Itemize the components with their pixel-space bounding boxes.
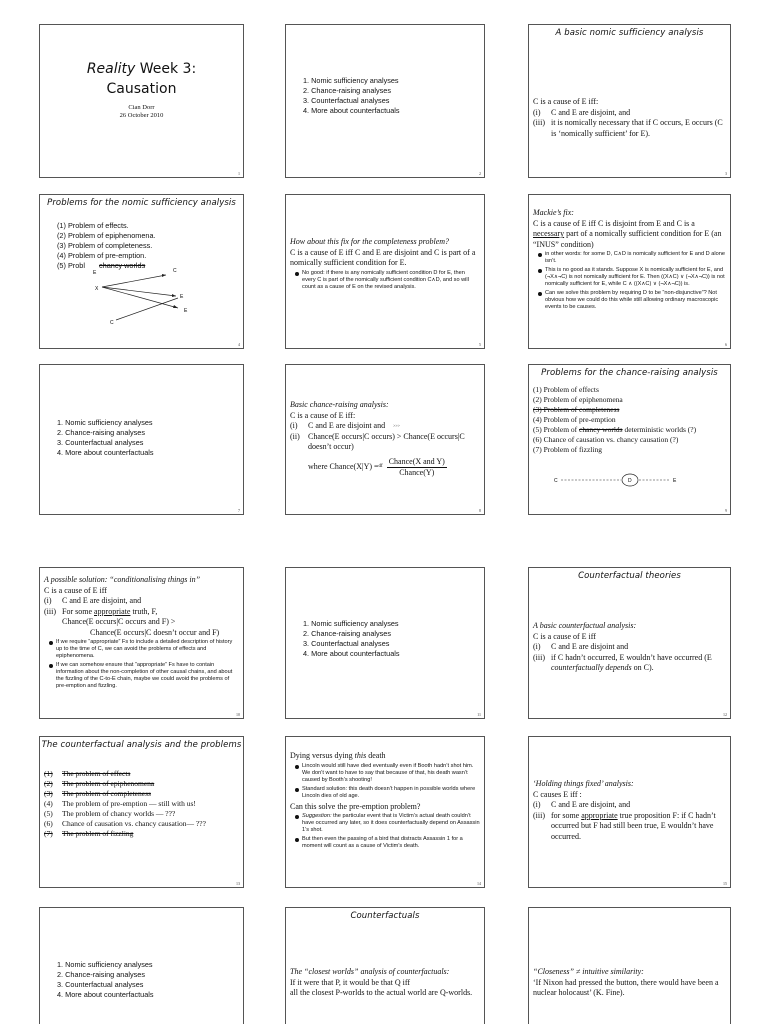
problem-list: (1) Problem of effects. (2) Problem of epiphenomena. (3) Problem of completeness. (4) Problem of pre-emption. (5) Probl chancy worlds (57, 221, 156, 270)
slide-subtitle: Causation (106, 81, 177, 97)
page-number: 4 (238, 342, 240, 347)
outline-list (303, 619, 480, 659)
problem-row: (6) Chance of causation vs. chancy causation— ??? (44, 819, 206, 828)
svg-text:E: E (184, 308, 188, 314)
svg-text:D: D (628, 478, 632, 484)
svg-text:E: E (180, 294, 184, 300)
slide-heading: Basic chance-raising analysis: (290, 400, 389, 409)
page-number: 6 (725, 342, 727, 347)
diagram-arrow (102, 275, 166, 287)
outline-item: 1. Nomic sufficiency analyses (303, 76, 399, 85)
slide-4 (39, 194, 244, 349)
outline-item: 3. Counterfactual analyses (57, 438, 144, 447)
outline-item: 1. Nomic sufficiency analyses (57, 960, 153, 969)
problem-row: (1) The problem of effects (44, 769, 131, 778)
slide-14 (285, 736, 485, 888)
slide-heading: The counterfactual analysis and the problems (41, 740, 242, 750)
page-number: 2 (479, 171, 481, 176)
slide-13 (39, 736, 244, 888)
fizzling-diagram (529, 365, 731, 515)
bullet-item: This is no good as it stands. Suppose X is nomically sufficient for E, and (¬X∧¬C) is not nomically sufficient for E. Then ((X∧C) ∨ (¬X∧¬C)) is not nomically sufficient for E, while C ∧ ((X∧C) ∨ (¬X∧¬C)) is. (537, 267, 726, 288)
arrowhead-icon (162, 274, 166, 277)
author: Cian Dorr (128, 104, 155, 111)
slide-18 (528, 907, 731, 1024)
problem-row: (5) The problem of chancy worlds — ??? (44, 809, 176, 818)
outline-item: 1. Nomic sufficiency analyses (57, 418, 153, 427)
arrowhead-icon (172, 294, 176, 297)
outline-item: 4. More about counterfactuals (303, 649, 400, 658)
slide-body: A possible solution: “conditionalising things in” C is a cause of E iff (i) C and E are disjoint, and (iii) For some appropriate truth, F, Chance(E occurs|C occurs and F) > Chance(E occurs|C doesn’t occur and F) If we require “appropriate” Fs to include a detailed description of history up to the time of C, we can avoid the problems of effects and epiphenomena. If we can somehow ensure that “appropriate” Fs have to contain information about the non-completion of other causal chains, and about the fizzling of the C-to-E chain, maybe we could avoid the problems of pre-emption and fizzling. (44, 575, 239, 692)
svg-text:C: C (554, 478, 558, 484)
slide-body: Mackie’s fix: C is a cause of E iff C is disjoint from E and C is a necessary part of a nomically sufficient condition for E (an “INUS” condition) in other words: for some D, C∧D is nomically sufficient for E and D alone isn’t. This is no good as it stands. Suppose X is nomically sufficient for E, and (¬X∧¬C) is not nomically sufficient for E. Then ((X∧C) ∨ (¬X∧¬C)) is not nomically sufficient for E, while C ∧ ((X∧C) ∨ (¬X∧¬C)) is. Can we solve this problem by requiring D to be “non-disjunctive”? Not obvious how we could do this while still allowing ordinary macroscopic events to be causes. (533, 208, 725, 310)
outline-list (303, 76, 480, 116)
problem-row: (7) The problem of fizzling (44, 829, 134, 838)
arrowhead-icon (173, 305, 178, 308)
outline-item: 3. Counterfactual analyses (303, 96, 390, 105)
slide-title: Reality Week 3: (86, 61, 197, 77)
bullet-item: Can we solve this problem by requiring D to be “non-disjunctive”? Not obvious how we could do this while still allowing ordinary macroscopic events to be causes. (537, 290, 726, 311)
slide-heading: ‘Holding things fixed’ analysis: (533, 779, 634, 788)
diagram-arrow (116, 298, 178, 320)
slide-body: A basic counterfactual analysis: C is a cause of E iff (i) C and E are disjoint and (iii) if C hadn’t occurred, E wouldn’t have occurred (E counterfactually depends on C). (533, 621, 712, 672)
outline-item: 4. More about counterfactuals (57, 990, 154, 999)
outline-item: 4. More about counterfactuals (57, 448, 154, 457)
bullet-item: Suggestion: the particular event that is Victim’s actual death couldn’t have occurred any later, so it does counterfactually depend on Assassin 1’s shot. (294, 813, 480, 834)
outline-item: 2. Chance-raising analyses (57, 970, 146, 979)
bullet-item: No good: if there is any nomically sufficient condition D for E, then every C is part of the nomically sufficient condition C∧D, and so will count as a cause of E on the revised analysis. (294, 270, 480, 291)
outline-item: 2. Chance-raising analyses (303, 86, 392, 95)
slide-heading: Counterfactual theories (578, 571, 681, 581)
page-number: 1 (238, 171, 240, 176)
slide-10 (39, 567, 244, 719)
outline-item: 2. Chance-raising analyses (303, 629, 392, 638)
slide-3 (528, 24, 731, 178)
causal-diagram (40, 195, 244, 349)
bullet-item: If we require “appropriate” Fs to include a detailed description of history up to the time of C, we can avoid the problems of effects and epiphenomena. (48, 639, 239, 660)
diagram-arrow (102, 287, 178, 308)
problem-table (44, 769, 239, 839)
page-number: 12 (723, 712, 727, 717)
slide-heading: Dying versus dying this death (290, 751, 386, 760)
page-number: 5 (479, 342, 481, 347)
slide-heading: Problems for the nomic sufficiency analysis (47, 198, 236, 208)
page-number: 9 (725, 508, 727, 513)
bullet-item: Lincoln would still have died eventually even if Booth hadn’t shot him. We don’t want to have to say that because of that, his death wasn’t caused by Booth’s shooting! (294, 763, 480, 784)
problem-row: (3) The problem of completeness (44, 789, 151, 798)
slide-body: How about this fix for the completeness problem? C is a cause of E iff C and E are disjoint and C is part of a nomically sufficient condition for E. No good: if there is any nomically sufficient condition D for E, then every C is part of the nomically sufficient condition C∧D, and so will count as a cause of E on the revised analysis. (290, 237, 480, 293)
problem-row: (2) The problem of epiphenomena (44, 779, 155, 788)
bullet-item: If we can somehow ensure that “appropriate” Fs have to contain information about the non-completion of other causal chains, and about the fizzling of the C-to-E chain, maybe we could avoid the problems of pre-emption and fizzling. (48, 662, 239, 690)
diagram-arrow (102, 287, 176, 296)
svg-text:C: C (173, 268, 177, 274)
slide-9 (528, 364, 731, 515)
slide-heading: Mackie’s fix: (533, 208, 574, 217)
slide-7 (39, 364, 244, 515)
slide-body: Dying versus dying this death Lincoln would still have died eventually even if Booth hadn’t shot him. We don’t want to have to say that because of that, his death wasn’t caused by Booth’s shooting! Standard solution: this death doesn’t happen in possible worlds where Lincoln dies of old age. Can this solve the pre-emption problem? Suggestion: the particular event that is Victim’s actual death couldn’t have occurred any later, so it does counterfactually depend on Assassin 1’s shot. But then even the passing of a bird that distracts Assassin 1 for a moment will count as a cause of Victim’s death. (290, 751, 480, 849)
slide-5 (285, 194, 485, 349)
slide-body: “Closeness” ≠ intuitive similarity: ‘If Nixon had pressed the button, there would have been a nuclear holocaust’ (K. Fine). (533, 967, 726, 999)
svg-text:C: C (110, 320, 114, 326)
page-number: 3 (725, 171, 727, 176)
slide-body: ‘Holding things fixed’ analysis: C causes E iff : (i) C and E are disjoint, and (iii) for some appropriate true proposition F: if C hadn’t occurred but F had still been true, E wouldn’t have occurred. (533, 779, 726, 842)
slide-12 (528, 567, 731, 719)
page-number: 13 (236, 881, 240, 886)
outline-item: 3. Counterfactual analyses (303, 639, 390, 648)
bullet-item: Standard solution: this death doesn’t happen in possible worlds where Lincoln dies of old age. (294, 786, 480, 800)
slide-17 (285, 907, 485, 1024)
outline-list (57, 960, 239, 1000)
bullet-item: in other words: for some D, C∧D is nomically sufficient for E and D alone isn’t. (537, 251, 726, 265)
outline-item: 1. Nomic sufficiency analyses (303, 619, 399, 628)
outline-item: 3. Counterfactual analyses (57, 980, 144, 989)
slide-15 (528, 736, 731, 888)
page-number: 7 (238, 508, 240, 513)
page-number: 8 (479, 508, 481, 513)
svg-text:E: E (93, 270, 97, 276)
outline-item: 2. Chance-raising analyses (57, 428, 146, 437)
svg-text:X: X (95, 286, 99, 292)
slide-heading: Counterfactuals (350, 911, 420, 921)
slide-heading: A basic nomic sufficiency analysis (555, 28, 704, 38)
definition: where Chance(X|Y) = df Chance(X and Y) Chance(Y) (308, 456, 445, 477)
slide-heading: A possible solution: “conditionalising things in” (44, 575, 201, 584)
slide-heading: “Closeness” ≠ intuitive similarity: (533, 967, 644, 976)
slide-body: C is a cause of E iff: (i) C and E are disjoint, and (iii) it is nomically necessary that if C occurs, E occurs (C is ‘nomically sufficient’ for E). (533, 97, 723, 138)
page-number: 15 (723, 881, 727, 886)
outline-list (57, 418, 239, 458)
slide-8 (285, 364, 485, 515)
slide-body: Basic chance-raising analysis: C is a cause of E iff: (i) C and E are disjoint and >>> (ii) Chance(E occurs|C occurs) > Chance(E occurs|C doesn’t occur) where Chance(X|Y) = df Chance(X and Y) Chance(Y) (290, 400, 480, 479)
svg-text:E: E (673, 478, 677, 484)
slide-16 (39, 907, 244, 1024)
problem-list: (1) Problem of effects (2) Problem of epiphenomena (3) Problem of completeness (4) Problem of pre-emption (5) Problem of chancy worlds deterministic worlds (?) (6) Chance of causation vs. chancy causation (?) (7) Problem of fizzling (533, 385, 697, 454)
date: 26 October 2010 (119, 112, 164, 119)
slide-heading: Problems for the chance-raising analysis (541, 368, 718, 378)
page-number: 10 (236, 712, 240, 717)
problem-row: (4) The problem of pre-emption — still with us! (44, 799, 196, 808)
slide-1 (39, 24, 244, 178)
fraction: Chance(X and Y) Chance(Y) (388, 456, 445, 477)
slide-2 (285, 24, 485, 178)
page-number: 11 (477, 712, 481, 717)
slide-11 (285, 567, 485, 719)
outline-item: 4. More about counterfactuals (303, 106, 400, 115)
slide-body: The “closest worlds” analysis of counterfactuals: If it were that P, it would be that Q iff all the closest P-worlds to the actual world are Q-worlds. (290, 967, 473, 997)
bullet-item: But then even the passing of a bird that distracts Assassin 1 for a moment will count as a cause of Victim’s death. (294, 836, 480, 850)
page-number: 14 (477, 881, 481, 886)
slide-6 (528, 194, 731, 349)
